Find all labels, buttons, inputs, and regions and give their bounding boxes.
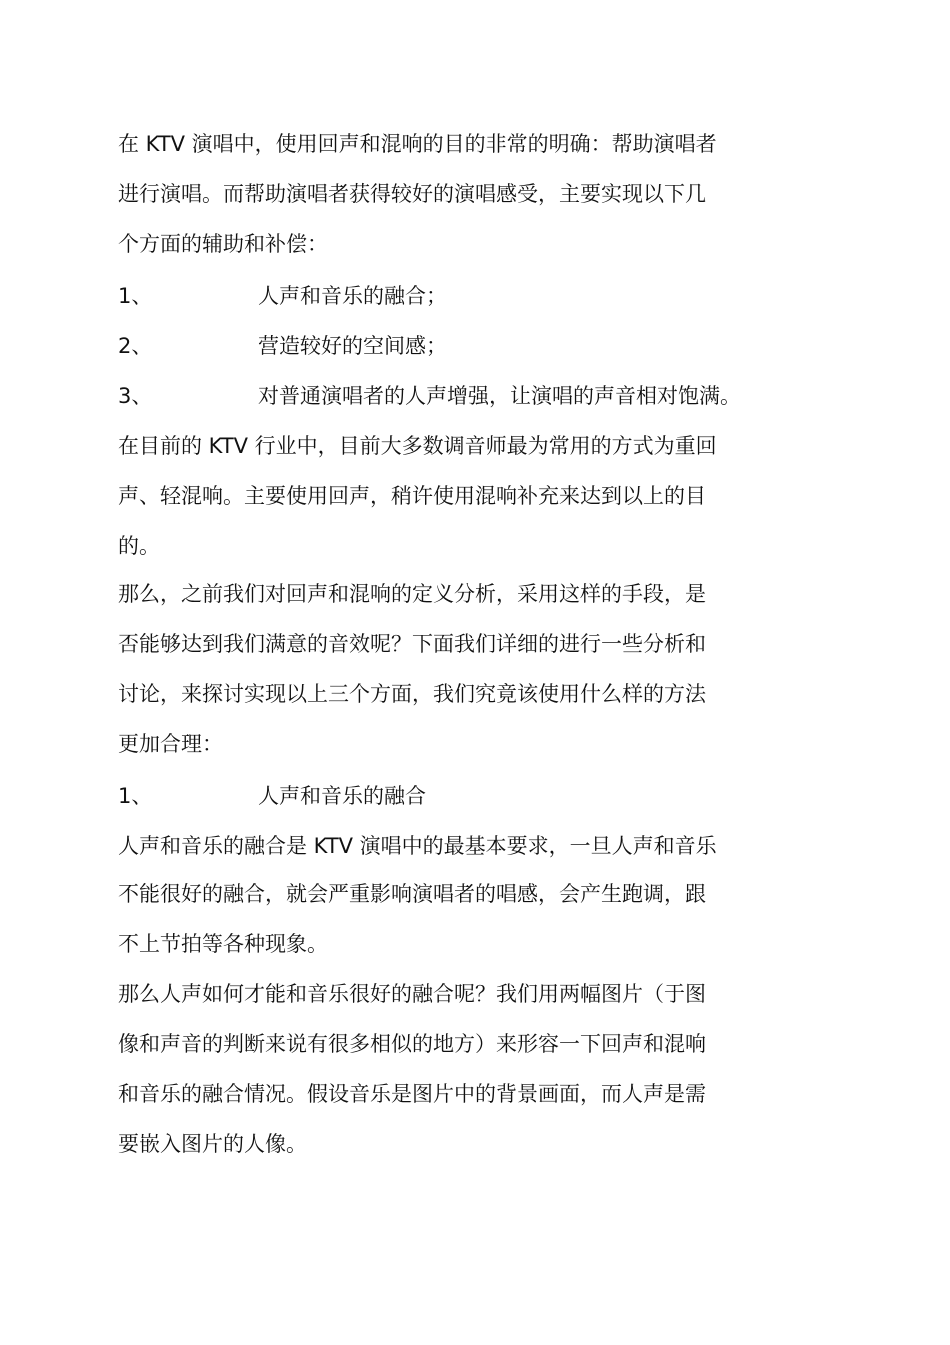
list-1-item-1-number: 1、 bbox=[118, 284, 153, 308]
paragraph-3-line-4: 更加合理： bbox=[118, 732, 223, 756]
paragraph-5-line-1: 那么人声如何才能和音乐很好的融合呢？我们用两幅图片（于图 bbox=[118, 982, 706, 1006]
list-1-item-3-text: 对普通演唱者的人声增强，让演唱的声音相对饱满。 bbox=[258, 384, 741, 408]
list-1-item-2-number: 2、 bbox=[118, 334, 153, 358]
paragraph-4-line-1: 人声和音乐的融合是 KTV 演唱中的最基本要求，一旦人声和音乐 bbox=[118, 834, 717, 858]
paragraph-3-line-2: 否能够达到我们满意的音效呢？下面我们详细的进行一些分析和 bbox=[118, 632, 706, 656]
paragraph-2-line-1: 在目前的 KTV 行业中，目前大多数调音师最为常用的方式为重回 bbox=[118, 434, 717, 458]
paragraph-3-line-3: 讨论，来探讨实现以上三个方面，我们究竟该使用什么样的方法 bbox=[118, 682, 706, 706]
list-1-item-1-text: 人声和音乐的融合； bbox=[258, 284, 447, 308]
paragraph-2-line-2: 声、轻混响。主要使用回声，稍许使用混响补充来达到以上的目 bbox=[118, 484, 706, 508]
list-1-item-3-number: 3、 bbox=[118, 384, 153, 408]
paragraph-4-line-2: 不能很好的融合，就会严重影响演唱者的唱感，会产生跑调，跟 bbox=[118, 882, 706, 906]
paragraph-3-line-1: 那么，之前我们对回声和混响的定义分析，采用这样的手段，是 bbox=[118, 582, 706, 606]
paragraph-1-line-2: 进行演唱。而帮助演唱者获得较好的演唱感受，主要实现以下几 bbox=[118, 182, 706, 206]
paragraph-4-line-3: 不上节拍等各种现象。 bbox=[118, 932, 328, 956]
section-heading-number: 1、 bbox=[118, 784, 153, 808]
paragraph-5-line-2: 像和声音的判断来说有很多相似的地方）来形容一下回声和混响 bbox=[118, 1032, 706, 1056]
paragraph-2-line-3: 的。 bbox=[118, 534, 160, 558]
section-heading-text: 人声和音乐的融合 bbox=[258, 784, 426, 808]
paragraph-1-line-3: 个方面的辅助和补偿： bbox=[118, 232, 328, 256]
list-1-item-2-text: 营造较好的空间感； bbox=[258, 334, 447, 358]
paragraph-1-line-1: 在 KTV 演唱中，使用回声和混响的目的非常的明确：帮助演唱者 bbox=[118, 132, 717, 156]
paragraph-5-line-3: 和音乐的融合情况。假设音乐是图片中的背景画面，而人声是需 bbox=[118, 1082, 706, 1106]
paragraph-5-line-4: 要嵌入图片的人像。 bbox=[118, 1132, 307, 1156]
